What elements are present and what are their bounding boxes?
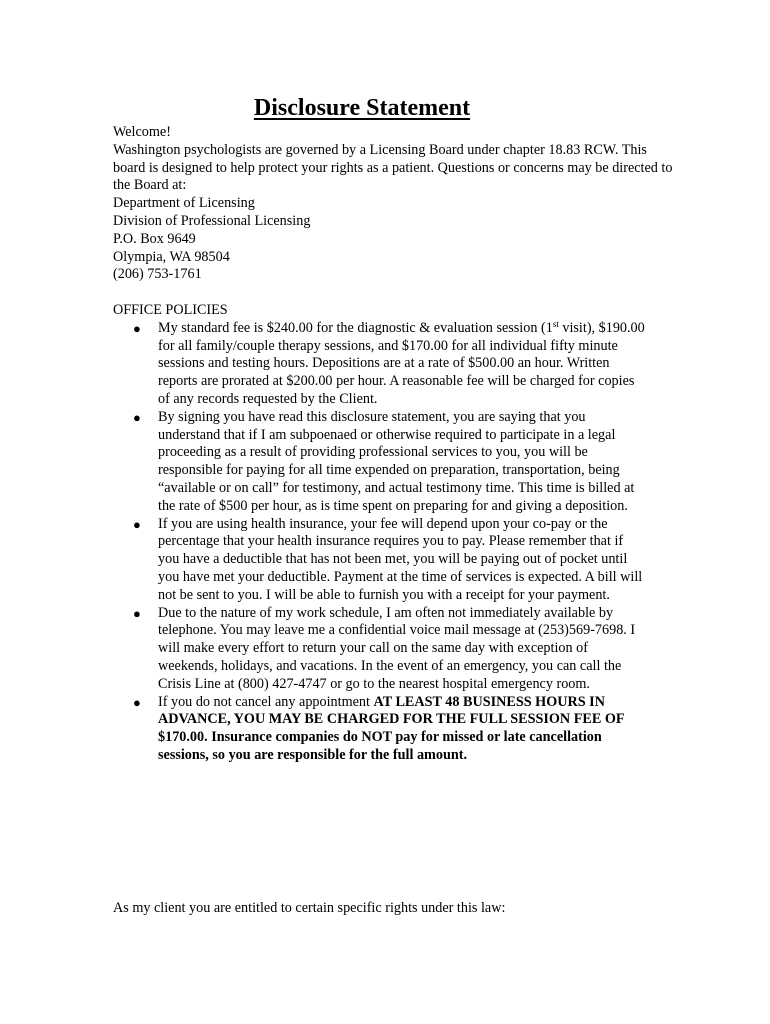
fee-text-start: My standard fee is $240.00 for the diagnostic & evaluation session (1 — [158, 319, 553, 336]
spacer — [113, 284, 673, 302]
cancellation-warning: AT LEAST 48 BUSINESS HOURS IN ADVANCE, YOU MAY BE CHARGED FOR THE FULL SESSION FEE OF $170.00. Insurance companies do NOT pay for missed or late cancellation sessions, so you are responsible for the full amount. — [158, 693, 625, 763]
address-line-phone: (206) 753-1761 — [113, 266, 202, 283]
address-line-city: Olympia, WA 98504 — [113, 248, 230, 265]
document-body — [113, 124, 673, 765]
bullet-icon: ● — [133, 694, 141, 710]
fee-text-end: visit), $190.00 for all family/couple therapy sessions, and $170.00 for all individual fifty minute sessions and testing hours. Depositions are at a rate of $500.00 an hour. Written reports are prorated at $200.00 per hour. A reasonable fee will be charged for copies of any records requested by the Client. — [158, 319, 645, 407]
cancellation-text: If you do not cancel any appointment — [158, 693, 374, 710]
insurance-text: If you are using health insurance, your fee will depend upon your co-pay or the percentage that your health insurance requires you to pay. Please remember that if you have a deductible that has not been met, you will be paying out of pocket until you have met your deductible. Payment at the time of services is expected. A bill will not be sent to you. I will be able to furnish you with a receipt for your payment. — [158, 515, 643, 603]
ordinal-suffix: st — [552, 318, 559, 329]
list-item — [113, 605, 646, 694]
bullet-icon: ● — [133, 409, 141, 425]
section-heading-office-policies: OFFICE POLICIES — [113, 301, 228, 318]
address-line-department: Department of Licensing — [113, 195, 255, 212]
bullet-icon: ● — [133, 605, 141, 621]
list-item — [113, 516, 646, 605]
rights-intro-line: As my client you are entitled to certain specific rights under this law: — [113, 900, 506, 916]
address-line-division: Division of Professional Licensing — [113, 212, 311, 229]
address-line-po-box: P.O. Box 9649 — [113, 230, 196, 247]
page-title: Disclosure Statement — [253, 95, 471, 121]
bullet-icon: ● — [133, 320, 141, 336]
list-item — [113, 320, 646, 409]
legal-proceedings-text: By signing you have read this disclosure statement, you are saying that you understand that if I am subpoenaed or otherwise required to participate in a legal proceeding as a result of providing professional services to you, you will be responsible for paying for all time expended on preparation, transportation, being “available or on call” for testimony, and actual testimony time. This time is billed at the rate of $500 per hour, as is time spent on preparing for and giving a deposition. — [158, 408, 635, 514]
bullet-icon: ● — [133, 516, 141, 532]
welcome-line: Welcome! — [113, 124, 171, 140]
policies-list — [113, 320, 673, 765]
intro-paragraph: Washington psychologists are governed by a Licensing Board under chapter 18.83 RCW. This board is designed to help protect your rights as a patient. Questions or concerns may be directed to the Board at: — [113, 141, 673, 194]
list-item — [113, 694, 646, 765]
contact-text: Due to the nature of my work schedule, I am often not immediately available by telephone. You may leave me a confidential voice mail message at (253)569-7698. I will make every effort to return your call on the same day with exception of weekends, holidays, and vacations. In the event of an emergency, you can call the Crisis Line at (800) 427-4747 or go to the nearest hospital emergency room. — [158, 604, 636, 692]
list-item — [113, 409, 646, 516]
